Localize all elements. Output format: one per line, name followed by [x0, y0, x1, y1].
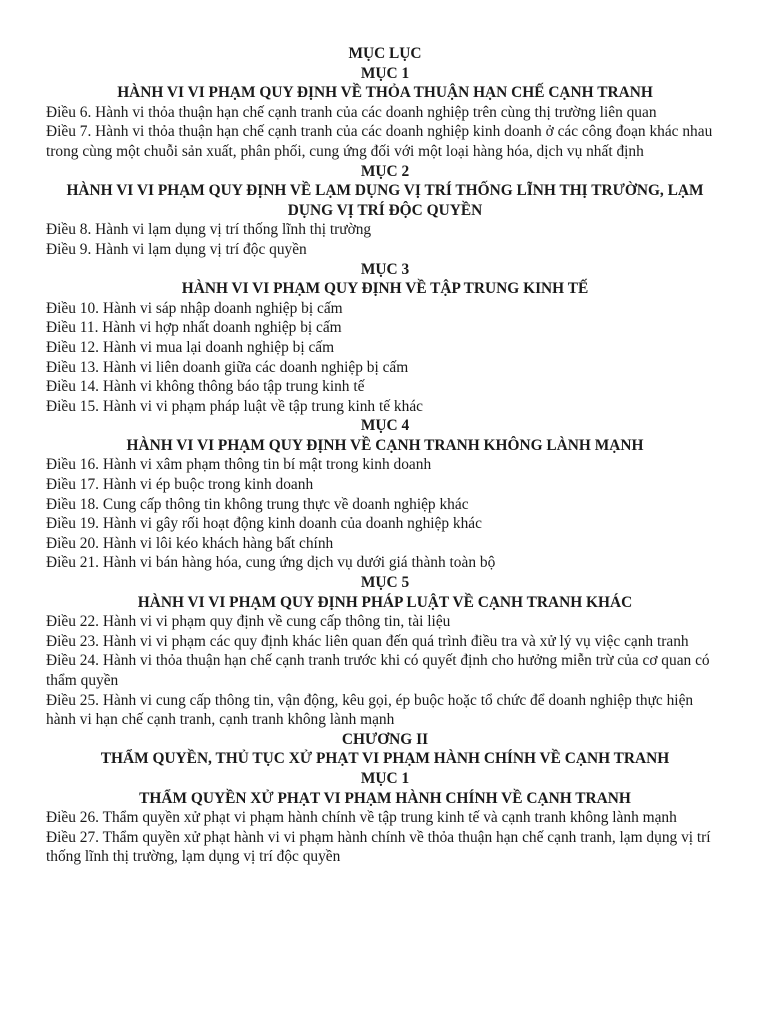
toc-entry: Điều 15. Hành vi vi phạm pháp luật về tập trung kinh tế khác	[46, 397, 423, 415]
toc-entry: Điều 9. Hành vi lạm dụng vị trí độc quyền	[46, 240, 307, 258]
toc-entry: Điều 10. Hành vi sáp nhập doanh nghiệp bị cấm	[46, 299, 343, 317]
toc-entry: Điều 26. Thẩm quyền xử phạt vi phạm hành chính về tập trung kinh tế và cạnh tranh không lành mạnh	[46, 809, 677, 827]
toc-entry: Điều 22. Hành vi vi phạm quy định về cung cấp thông tin, tài liệu	[46, 613, 451, 631]
section-heading: MỤC 1	[360, 769, 410, 787]
toc-entry: Điều 19. Hành vi gây rối hoạt động kinh doanh của doanh nghiệp khác	[46, 515, 482, 533]
toc-entry: Điều 16. Hành vi xâm phạm thông tin bí mật trong kinh doanh	[46, 456, 432, 474]
toc-entry: Điều 7. Hành vi thỏa thuận hạn chế cạnh tranh của các doanh nghiệp kinh doanh ở các công đoạn khác nhau trong cùng một chuỗi sản xuất, phân phối, cung ứng đối với một loại hàng hóa, dịch vụ nhất định	[46, 123, 713, 160]
section-heading: MỤC 1	[360, 64, 410, 82]
section-heading: THẨM QUYỀN XỬ PHẠT VI PHẠM HÀNH CHÍNH VỀ CẠNH TRANH	[139, 789, 631, 807]
section-heading: MỤC 4	[360, 417, 410, 435]
section-heading: MỤC LỤC	[348, 45, 422, 62]
toc-entry: Điều 20. Hành vi lôi kéo khách hàng bất chính	[46, 534, 334, 552]
section-heading: HÀNH VI VI PHẠM QUY ĐỊNH VỀ CẠNH TRANH KHÔNG LÀNH MẠNH	[126, 436, 644, 454]
toc-entry: Điều 14. Hành vi không thông báo tập trung kinh tế	[46, 378, 365, 396]
toc-entry: Điều 18. Cung cấp thông tin không trung thực về doanh nghiệp khác	[46, 495, 469, 513]
section-heading: CHƯƠNG II	[341, 730, 429, 748]
toc-entry: Điều 12. Hành vi mua lại doanh nghiệp bị cấm	[46, 338, 335, 356]
toc-entry: Điều 13. Hành vi liên doanh giữa các doanh nghiệp bị cấm	[46, 358, 409, 376]
toc-entry: Điều 21. Hành vi bán hàng hóa, cung ứng dịch vụ dưới giá thành toàn bộ	[46, 554, 496, 572]
toc-entry: Điều 8. Hành vi lạm dụng vị trí thống lĩnh thị trường	[46, 221, 372, 239]
section-heading: HÀNH VI VI PHẠM QUY ĐỊNH VỀ TẬP TRUNG KINH TẾ	[181, 280, 589, 298]
toc-entry: Điều 25. Hành vi cung cấp thông tin, vận động, kêu gọi, ép buộc hoặc tổ chức để doanh nghiệp thực hiện hành vi hạn chế cạnh tranh, cạnh tranh không lành mạnh	[46, 691, 694, 729]
toc-entry: Điều 24. Hành vi thỏa thuận hạn chế cạnh tranh trước khi có quyết định cho hưởng miễn trừ của cơ quan có thẩm quyền	[46, 652, 710, 689]
section-heading: HÀNH VI VI PHẠM QUY ĐỊNH VỀ THỎA THUẬN HẠN CHẾ CẠNH TRANH	[117, 84, 653, 102]
section-heading: MỤC 3	[360, 260, 410, 278]
toc-entry: Điều 11. Hành vi hợp nhất doanh nghiệp bị cấm	[46, 319, 342, 337]
section-heading: THẨM QUYỀN, THỦ TỤC XỬ PHẠT VI PHẠM HÀNH CHÍNH VỀ CẠNH TRANH	[100, 750, 670, 768]
section-heading: HÀNH VI VI PHẠM QUY ĐỊNH PHÁP LUẬT VỀ CẠNH TRANH KHÁC	[137, 593, 633, 611]
toc-entry: Điều 27. Thẩm quyền xử phạt hành vi vi phạm hành chính về thỏa thuận hạn chế cạnh tranh, lạm dụng vị trí thống lĩnh thị trường, lạm dụng vị trí độc quyền	[46, 828, 711, 866]
section-heading: HÀNH VI VI PHẠM QUY ĐỊNH VỀ LẠM DỤNG VỊ TRÍ THỐNG LĨNH THỊ TRƯỜNG, LẠM DỤNG VỊ TRÍ ĐỘC QUYỀN	[66, 182, 704, 219]
section-heading: MỤC 5	[360, 574, 410, 592]
table-of-contents	[46, 44, 724, 867]
toc-entry: Điều 6. Hành vi thỏa thuận hạn chế cạnh tranh của các doanh nghiệp trên cùng thị trường liên quan	[46, 103, 657, 121]
toc-entry: Điều 23. Hành vi vi phạm các quy định khác liên quan đến quá trình điều tra và xử lý vụ việc cạnh tranh	[46, 632, 689, 650]
section-heading: MỤC 2	[360, 162, 410, 180]
toc-entry: Điều 17. Hành vi ép buộc trong kinh doanh	[46, 476, 314, 494]
